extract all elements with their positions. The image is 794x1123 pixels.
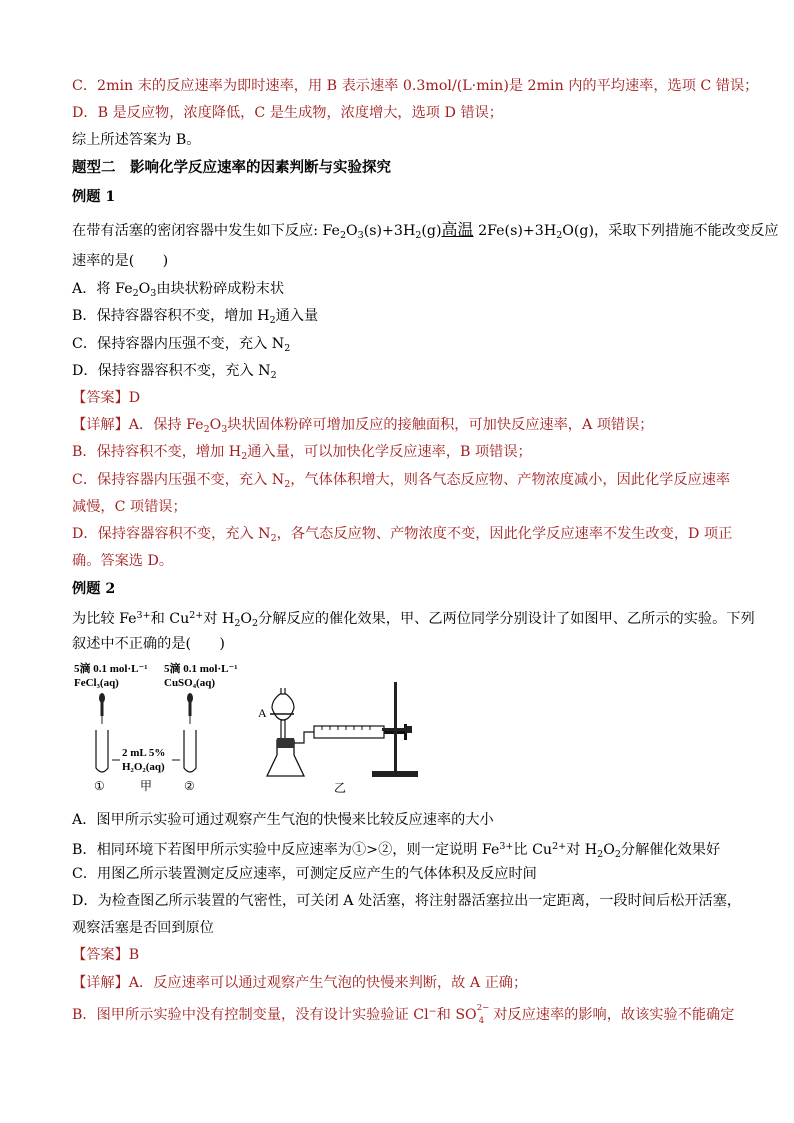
example-2-option-b <box>72 837 720 865</box>
delivery-tube <box>294 732 314 743</box>
text: 为比较 Fe <box>72 611 137 627</box>
text: ，各气态反应物、产物浓度不变，因此化学反应速率不发生改变，D 项正 <box>276 526 733 542</box>
text: 由块状粉碎成粉末状 <box>156 281 285 297</box>
example-2-question-cont: 叙述中不正确的是( ) <box>72 636 225 652</box>
tube1-drop-label: 5滴 0.1 mol·L⁻¹ <box>74 663 148 675</box>
example-1-detail-d <box>72 524 732 549</box>
text: 2Fe(s)+3H <box>478 223 557 239</box>
text: D．B 是反应物，浓度降低，C 是生成物，浓度增大，选项 D 错误； <box>72 105 503 121</box>
subscript: 3 <box>357 230 364 241</box>
superscript: 2− <box>476 1003 490 1013</box>
text: 块状固体粉碎可增加反应的接触面积，可加快反应速率，A 项错误； <box>227 417 654 433</box>
example-1-option-c <box>72 334 290 359</box>
text: 在带有活塞的密闭容器中发生如下反应: Fe <box>72 223 340 239</box>
subscript: 2 <box>415 230 422 241</box>
text: O <box>346 223 358 239</box>
text: 综上所述答案为 B。 <box>72 132 201 148</box>
text: A．保持 Fe <box>128 417 204 433</box>
text: 对 H <box>566 842 598 858</box>
example-1-detail-a <box>72 415 654 440</box>
text: ，气体体积增大，则各气态反应物、产物浓度减小，因此化学反应速率 <box>290 472 731 488</box>
example-1-option-a <box>72 279 284 304</box>
subscript: 3 <box>221 424 228 435</box>
text: O <box>240 611 253 627</box>
example-1-detail-c-cont: 减慢，C 项错误； <box>72 499 187 515</box>
text: (s)+3H <box>363 223 416 239</box>
label-yi: 乙 <box>334 781 347 795</box>
subscript: 2 <box>252 618 259 629</box>
superscript: 2+ <box>552 841 567 852</box>
example-1-detail-d-cont: 确。答案选 D。 <box>72 553 174 569</box>
text: 对 H <box>203 611 235 627</box>
prev-analysis-c <box>72 76 758 96</box>
example-1-answer: 【答案】D <box>72 390 141 406</box>
example-2-detail-b <box>72 1002 734 1025</box>
text: 通入量，可以加快化学反应速率，B 项错误； <box>247 444 532 460</box>
superscript: 3+ <box>499 841 514 852</box>
text: O <box>138 281 151 297</box>
figure-yi <box>258 682 418 795</box>
figure-jia <box>74 661 238 793</box>
text: A．反应速率可以通过观察产生气泡的快慢来判断，故 A 正确； <box>128 975 528 991</box>
experiment-figure <box>72 660 512 795</box>
text: 比 Cu <box>513 842 553 858</box>
example-1-detail-c <box>72 470 730 495</box>
prev-analysis-d <box>72 103 503 123</box>
subscript: 2 <box>241 451 248 462</box>
subscript: 4 <box>478 1016 485 1026</box>
example-1-option-b <box>72 306 318 331</box>
text: B．相同环境下若图甲所示实验中反应速率为①>②，则一定说明 Fe <box>72 842 500 858</box>
text: B．图甲所示实验中没有控制变量，没有设计实验验证 Cl <box>72 1007 429 1023</box>
example-2-option-a: A．图甲所示实验可通过观察产生气泡的快慢来比较反应速率的大小 <box>72 812 494 828</box>
example-2-option-d-cont: 观察活塞是否回到原位 <box>72 920 214 936</box>
example-1-option-d <box>72 361 277 386</box>
text: A．将 Fe <box>72 281 133 297</box>
dropper-1 <box>99 693 105 724</box>
text: O <box>209 417 222 433</box>
text: C．保持容器内压强不变，充入 N <box>72 336 285 352</box>
superscript: 2+ <box>189 610 204 621</box>
h2o2-volume-label: 2 mL 5% <box>122 747 166 759</box>
example-2-option-c: C．用图乙所示装置测定反应速率，可测定反应产生的气体体积及反应时间 <box>72 866 537 882</box>
h2o2-name-label: H₂O₂(aq) <box>122 761 165 773</box>
label-jia: 甲 <box>140 779 153 793</box>
section-heading: 题型二 影响化学反应速率的因素判断与实验探究 <box>72 160 391 176</box>
example-2-title: 例题 2 <box>72 581 116 597</box>
text: D．保持容器容积不变，充入 N <box>72 363 271 379</box>
example-2-answer: 【答案】B <box>72 947 140 963</box>
text: D．保持容器容积不变，充入 N <box>72 526 271 542</box>
example-1-detail-b <box>72 442 532 467</box>
subscript: 2 <box>284 479 291 490</box>
example-1-question-cont: 速率的是( ) <box>72 253 169 269</box>
subscript: 2 <box>203 424 210 435</box>
tube2-reagent-label: CuSO₄(aq) <box>164 677 215 689</box>
label-a-stopcock: A <box>258 706 267 720</box>
separatory-funnel <box>270 688 294 742</box>
superscript: 3+ <box>136 610 151 621</box>
text: 和 Cu <box>150 611 190 627</box>
subscript: 2 <box>339 230 346 241</box>
tube1-reagent-label: FeCl₃(aq) <box>74 677 119 689</box>
subscript: 2 <box>556 230 563 241</box>
text: 通入量 <box>275 308 319 324</box>
text: B．保持容积不变，增加 H <box>72 444 242 460</box>
subscript: 2 <box>614 849 621 860</box>
superscript: − <box>428 1006 437 1017</box>
text: 对反应速率的影响，故该实验不能确定 <box>488 1007 735 1023</box>
example-2-detail-a <box>72 973 527 993</box>
example-1-question <box>72 220 778 246</box>
subscript: 3 <box>150 288 157 299</box>
reaction-condition: 高温 <box>441 220 474 239</box>
text: 分解催化效果好 <box>620 842 721 858</box>
text: C．2min 末的反应速率为即时速率，用 B 表示速率 0.3mol/(L·min)是 2min 内的平均速率，选项 C 错误； <box>72 78 759 94</box>
test-tube-2 <box>184 730 196 772</box>
text: 和 SO <box>436 1007 477 1023</box>
text: C．保持容器内压强不变，充入 N <box>72 472 285 488</box>
subscript: 2 <box>269 315 276 326</box>
example-2-question <box>72 606 755 634</box>
example-1-title: 例题 1 <box>72 189 116 205</box>
label-tube-2: ② <box>184 779 195 793</box>
detail-tag: 【详解】 <box>72 417 129 433</box>
dropper-2 <box>187 693 193 724</box>
prev-summary <box>72 130 200 150</box>
tube2-drop-label: 5滴 0.1 mol·L⁻¹ <box>164 663 238 675</box>
subscript: 2 <box>132 288 139 299</box>
detail-tag: 【详解】 <box>72 975 129 991</box>
text: 分解反应的催化效果，甲、乙两位同学分别设计了如图甲、乙所示的实验。下列 <box>258 611 755 627</box>
iron-stand <box>372 682 418 777</box>
subscript: 2 <box>234 618 241 629</box>
text: O <box>603 842 615 858</box>
test-tube-1 <box>96 730 108 772</box>
subscript: 2 <box>597 849 604 860</box>
stopper <box>277 738 294 748</box>
subscript: 2 <box>270 370 277 381</box>
text: B．保持容器容积不变，增加 H <box>72 308 270 324</box>
sulfate-charge <box>476 1003 490 1026</box>
label-tube-1: ① <box>94 779 105 793</box>
subscript: 2 <box>284 343 291 354</box>
example-2-option-d: D．为检查图乙所示装置的气密性，可关闭 A 处活塞，将注射器活塞拉出一定距离，一段时间后松开活塞， <box>72 893 742 909</box>
text: O(g)，采取下列措施不能改变反应 <box>562 223 779 239</box>
text: (g) <box>421 223 442 239</box>
syringe <box>314 724 407 740</box>
subscript: 2 <box>270 533 277 544</box>
